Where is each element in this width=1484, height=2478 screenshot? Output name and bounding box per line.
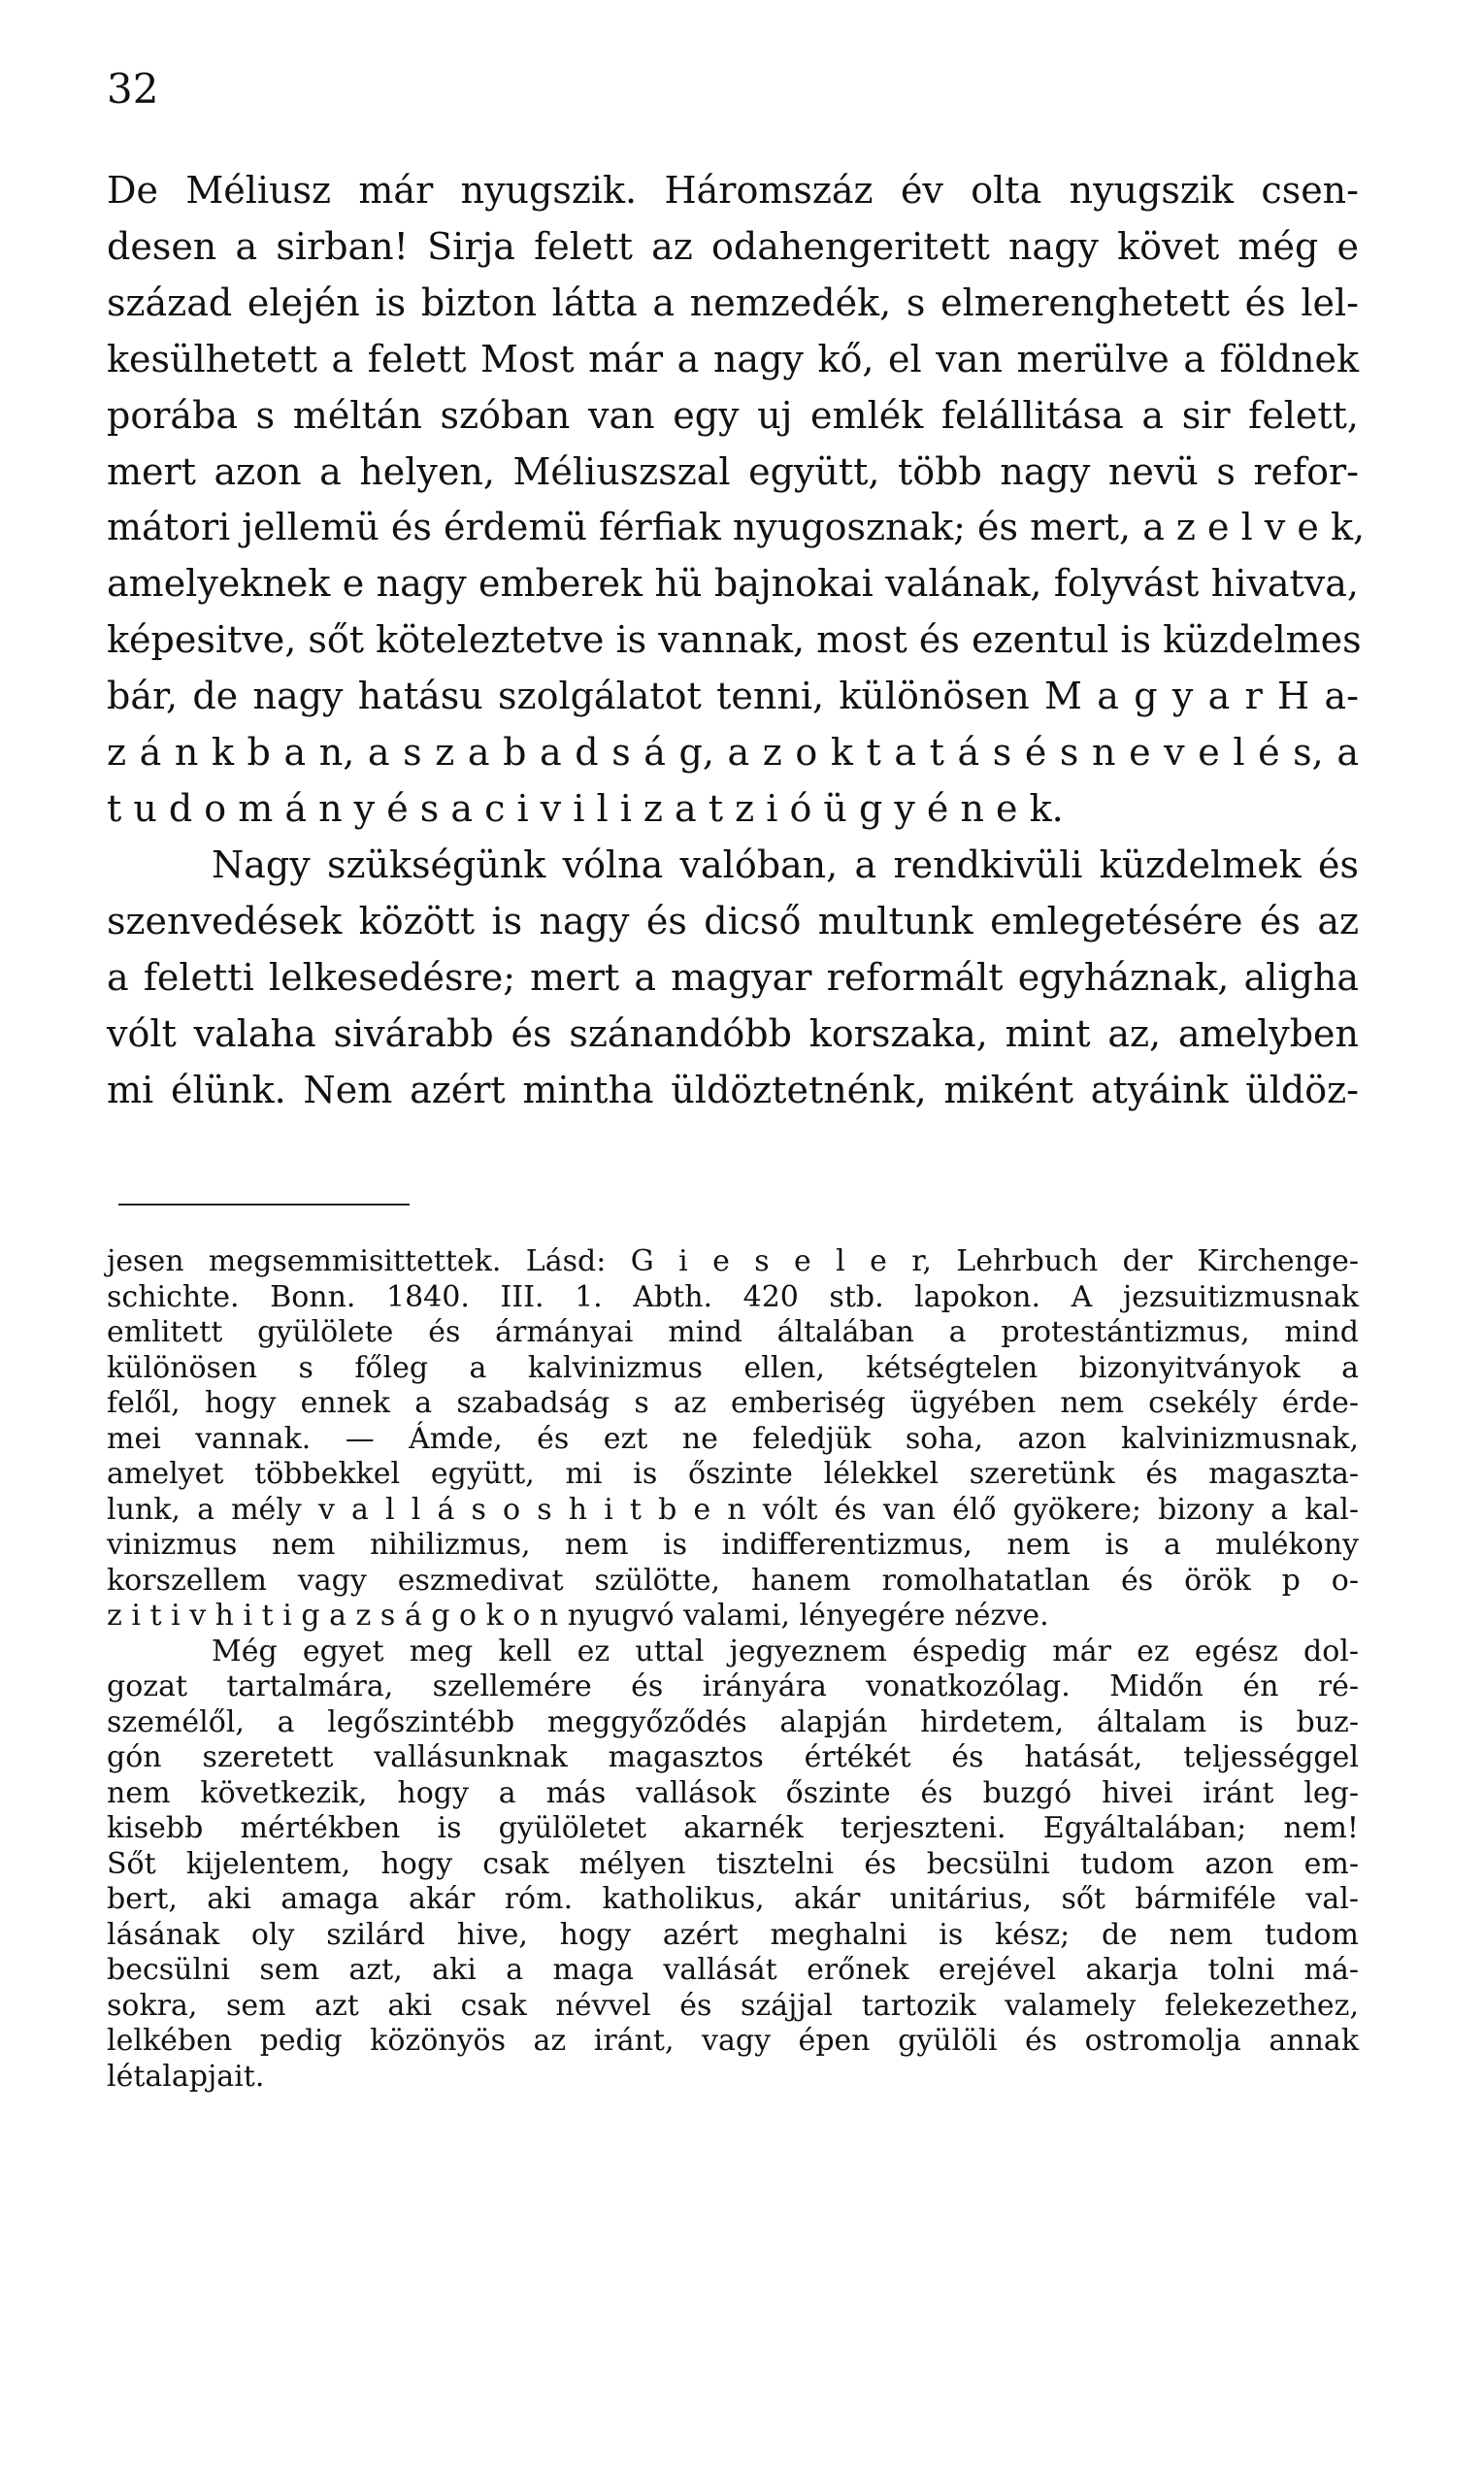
main-text [107,163,1366,1118]
footnote-line: sokra, sem azt aki csak névvel és szájjal tartozik valamely felekezethez, [107,1988,1359,2023]
footnote-line: gozat tartalmára, szellemére és irányára vonatkozólag. Midőn én ré- [107,1669,1359,1703]
footnote-line: létalapjait. [107,2059,265,2094]
footnote-line: felől, hogy ennek a szabadság s az emberiség ügyében nem csekély érde- [107,1386,1359,1420]
text-line: vólt valaha sivárabb és szánandóbb korszaka, mint az, amelyben [107,1011,1359,1055]
text-line: a feletti lelkesedésre; mert a magyar reformált egyháznak, aligha [107,955,1359,999]
footnote-line: becsülni sem azt, aki a maga vallását erőnek erejével akarja tolni má- [107,1953,1359,1987]
page-number: 32 [107,65,159,113]
footnote-line: bert, aki amaga akár róm. katholikus, akár unitárius, sőt bármiféle val- [107,1882,1359,1916]
footnote-line: lásának oly szilárd hive, hogy azért meghalni is kész; de nem tudom [107,1917,1359,1952]
footnote-line: lunk, a mély v a l l á s o s h i t b e n vólt és van élő gyökere; bizony a kal- [107,1492,1359,1527]
text-line: bár, de nagy hatásu szolgálatot tenni, különösen M a g y a r H a- [107,675,1359,718]
text-line: desen a sirban! Sirja felett az odahengeritett nagy követ még e [107,224,1359,268]
footnote-line: amelyet többekkel együtt, mi is őszinte lélekkel szeretünk és magaszta- [107,1457,1359,1491]
footnote-line: személől, a legőszintébb meggyőződés alapján hirdetem, általam is buz- [107,1704,1359,1739]
text-line: z á n k b a n, a s z a b a d s á g, a z o k t a t á s é s n e v e l é s, a [107,731,1359,775]
text-line: Nagy szükségünk vólna valóban, a rendkivüli küzdelmek és [212,843,1359,886]
footnote-divider [118,1204,410,1206]
text-line: mátori jellemü és érdemü férfiak nyugosznak; és mert, a z e l v e k, [107,506,1366,549]
text-line: amelyeknek e nagy emberek hü bajnokai valának, folyvást hivatva, [107,562,1359,606]
text-line: t u d o m á n y é s a c i v i l i z a t z i ó ü g y é n e k. [107,786,1064,830]
footnote-line: nem következik, hogy a más vallások őszinte és buzgó hivei iránt leg- [107,1775,1359,1810]
footnote-line: kisebb mértékben is gyülöletet akarnék terjeszteni. Egyáltalában; nem! [107,1811,1359,1845]
text-line: képesitve, sőt köteleztetve is vannak, most és ezentul is küzdelmes [107,618,1362,662]
footnote-line: jesen megsemmisittettek. Lásd: G i e s e l e r, Lehrbuch der Kirchenge- [107,1244,1359,1278]
footnote-line: különösen s főleg a kalvinizmus ellen, kétségtelen bizonyitványok a [107,1350,1359,1385]
text-line: szenvedések között is nagy és dicső multunk emlegetésére és az [107,899,1359,942]
text-line: század elején is bizton látta a nemzedék, s elmerenghetett és lel- [107,281,1359,324]
footnote-line: lelkében pedig közönyös az iránt, vagy épen gyülöli és ostromolja annak [107,2024,1359,2058]
footnote-line: Sőt kijelentem, hogy csak mélyen tisztelni és becsülni tudom azon em- [107,1846,1359,1881]
text-line: kesülhetett a felett Most már a nagy kő, el van merülve a földnek [107,337,1359,380]
text-line: porába s méltán szóban van egy uj emlék felállitása a sir felett, [107,393,1359,437]
footnote-line: mei vannak. — Ámde, és ezt ne feledjük soha, azon kalvinizmusnak, [107,1421,1359,1456]
footnote-line: gón szeretett vallásunknak magasztos értékét és hatását, teljességgel [107,1740,1359,1774]
footnote [107,1244,1359,2095]
footnote-line: z i t i v h i t i g a z s á g o k o n nyugvó valami, lényegére nézve. [107,1599,1049,1633]
text-line: De Méliusz már nyugszik. Háromszáz év olta nyugszik csen- [107,169,1359,212]
footnote-line: Még egyet meg kell ez uttal jegyeznem éspedig már ez egész dol- [212,1634,1359,1669]
footnote-line: korszellem vagy eszmedivat szülötte, hanem romolhatatlan és örök p o- [107,1563,1359,1598]
footnote-line: vinizmus nem nihilizmus, nem is indifferentizmus, nem is a mulékony [107,1528,1359,1562]
footnote-line: emlitett gyülölete és ármányai mind általában a protestántizmus, mind [107,1315,1359,1349]
text-line: mert azon a helyen, Méliuszszal együtt, több nagy nevü s refor- [107,449,1359,493]
footnote-line: schichte. Bonn. 1840. III. 1. Abth. 420 stb. lapokon. A jezsuitizmusnak [107,1279,1359,1314]
text-line: mi élünk. Nem azért mintha üldöztetnénk, miként atyáink üldöz- [107,1068,1359,1111]
